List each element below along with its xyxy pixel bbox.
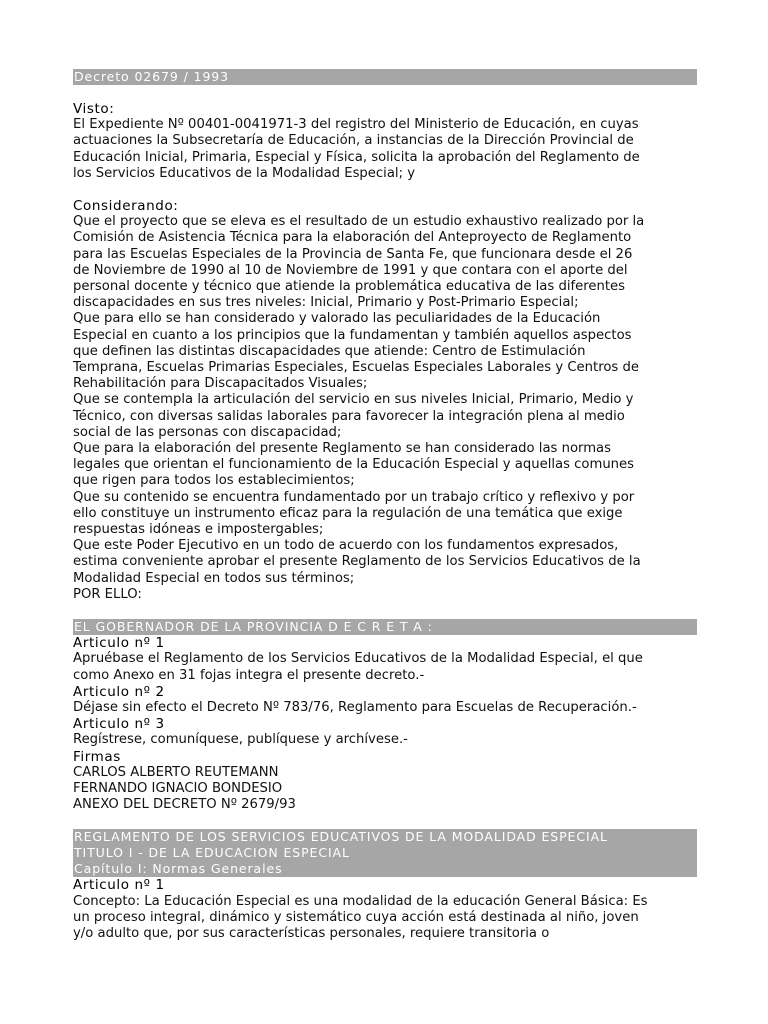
por-ello-line: POR ELLO: [73,586,142,602]
articulo-2-heading: Articulo nº 2 [73,683,165,700]
text-line: Que se contempla la articulación del servicio en sus niveles Inicial, Primario, Medio y [73,392,634,408]
text-line: y/o adulto que, por sus características personales, requiere transitoria o [73,925,550,941]
text-line: Apruébase el Reglamento de los Servicios Educativos de la Modalidad Especial, el que [73,651,643,667]
text-line: un proceso integral, dinámico y sistemático cuya acción está destinada al niño, joven [73,909,639,925]
considerando-heading: Considerando: [73,198,179,215]
articulo-3-heading: Articulo nº 3 [73,716,165,733]
text-line: Que el proyecto que se eleva es el resultado de un estudio exhaustivo realizado por la [73,214,645,230]
text-line: que rigen para todos los establecimientos; [73,473,355,489]
text-line: El Expediente Nº 00401-0041971-3 del registro del Ministerio de Educación, en cuyas [73,117,639,133]
text-line: ello constituye un instrumento eficaz para la regulación de una temática que exige [73,505,623,521]
visto-heading: Visto: [73,101,115,117]
titulo-bar: TITULO I - DE LA EDUCACION ESPECIAL [73,845,697,861]
text-line: Modalidad Especial en todos sus términos; [73,570,355,586]
text-line: Temprana, Escuelas Primarias Especiales, Escuelas Especiales Laborales y Centros de [73,360,639,376]
text-line: Déjase sin efecto el Decreto Nº 783/76, Reglamento para Escuelas de Recuperación.- [73,699,637,715]
spacer [73,813,697,829]
text-line: que definen las distintas discapacidades que atiende: Centro de Estimulación [73,343,586,359]
text-line: Comisión de Asistencia Técnica para la elaboración del Anteproyecto de Reglamento [73,230,632,246]
text-line: Que para la elaboración del presente Reglamento se han considerado las normas [73,441,612,457]
document-page [73,69,697,942]
spacer [73,603,697,619]
decree-title-bar: Decreto 02679 / 1993 [73,69,697,85]
text-line: de Noviembre de 1990 al 10 de Noviembre de 1991 y que contara con el aporte del [73,262,628,278]
capitulo-bar: Capítulo I: Normas Generales [73,861,697,877]
text-line: Regístrese, comuníquese, publíquese y archívese.- [73,732,408,748]
text-line: Educación Inicial, Primaria, Especial y Física, solicita la aprobación del Reglamento de [73,149,640,165]
signatory-name: CARLOS ALBERTO REUTEMANN [73,764,279,780]
text-line: estima conveniente aprobar el presente Reglamento de los Servicios Educativos de la [73,554,641,570]
spacer [73,182,697,198]
text-line: Concepto: La Educación Especial es una modalidad de la educación General Básica: Es [73,893,648,909]
text-line: legales que orientan el funcionamiento de la Educación Especial y aquellas comunes [73,457,635,473]
text-line: Rehabilitación para Discapacitados Visuales; [73,376,368,392]
annex-articulo-1-heading: Articulo nº 1 [73,877,165,894]
firmas-heading: Firmas [73,748,121,765]
text-line: actuaciones la Subsecretaría de Educación, a instancias de la Dirección Provincial de [73,133,634,149]
text-line: Especial en cuanto a los principios que la fundamentan y también aquellos aspectos [73,327,632,343]
text-line: Que su contenido se encuentra fundamentado por un trabajo crítico y reflexivo y por [73,489,635,505]
text-line: para las Escuelas Especiales de la Provincia de Santa Fe, que funcionara desde el 26 [73,246,633,262]
text-line: social de las personas con discapacidad; [73,424,342,440]
text-line: respuestas idóneas e impostergables; [73,522,324,538]
signatory-name: FERNANDO IGNACIO BONDESIO [73,780,283,796]
considerando-paragraph [73,214,697,603]
reglamento-title-bar: REGLAMENTO DE LOS SERVICIOS EDUCATIVOS DE LA MODALIDAD ESPECIAL [73,829,697,845]
visto-paragraph [73,117,697,182]
spacer [73,85,697,101]
text-line: los Servicios Educativos de la Modalidad Especial; y [73,165,416,181]
text-line: Que para ello se han considerado y valorado las peculiaridades de la Educación [73,311,601,327]
governor-decreta-bar: EL GOBERNADOR DE LA PROVINCIA D E C R E T A : [73,619,697,635]
text-line: Técnico, con diversas salidas laborales para favorecer la integración plena al medio [73,408,625,424]
text-line: discapacidades en sus tres niveles: Inicial, Primario y Post-Primario Especial; [73,295,579,311]
annex-reference: ANEXO DEL DECRETO Nº 2679/93 [73,797,296,813]
text-line: como Anexo en 31 fojas integra el presente decreto.- [73,667,425,683]
text-line: personal docente y técnico que atiende la problemática educativa de las diferentes [73,279,626,295]
articulo-1-heading: Articulo nº 1 [73,635,165,652]
text-line: Que este Poder Ejecutivo en un todo de acuerdo con los fundamentos expresados, [73,538,619,554]
